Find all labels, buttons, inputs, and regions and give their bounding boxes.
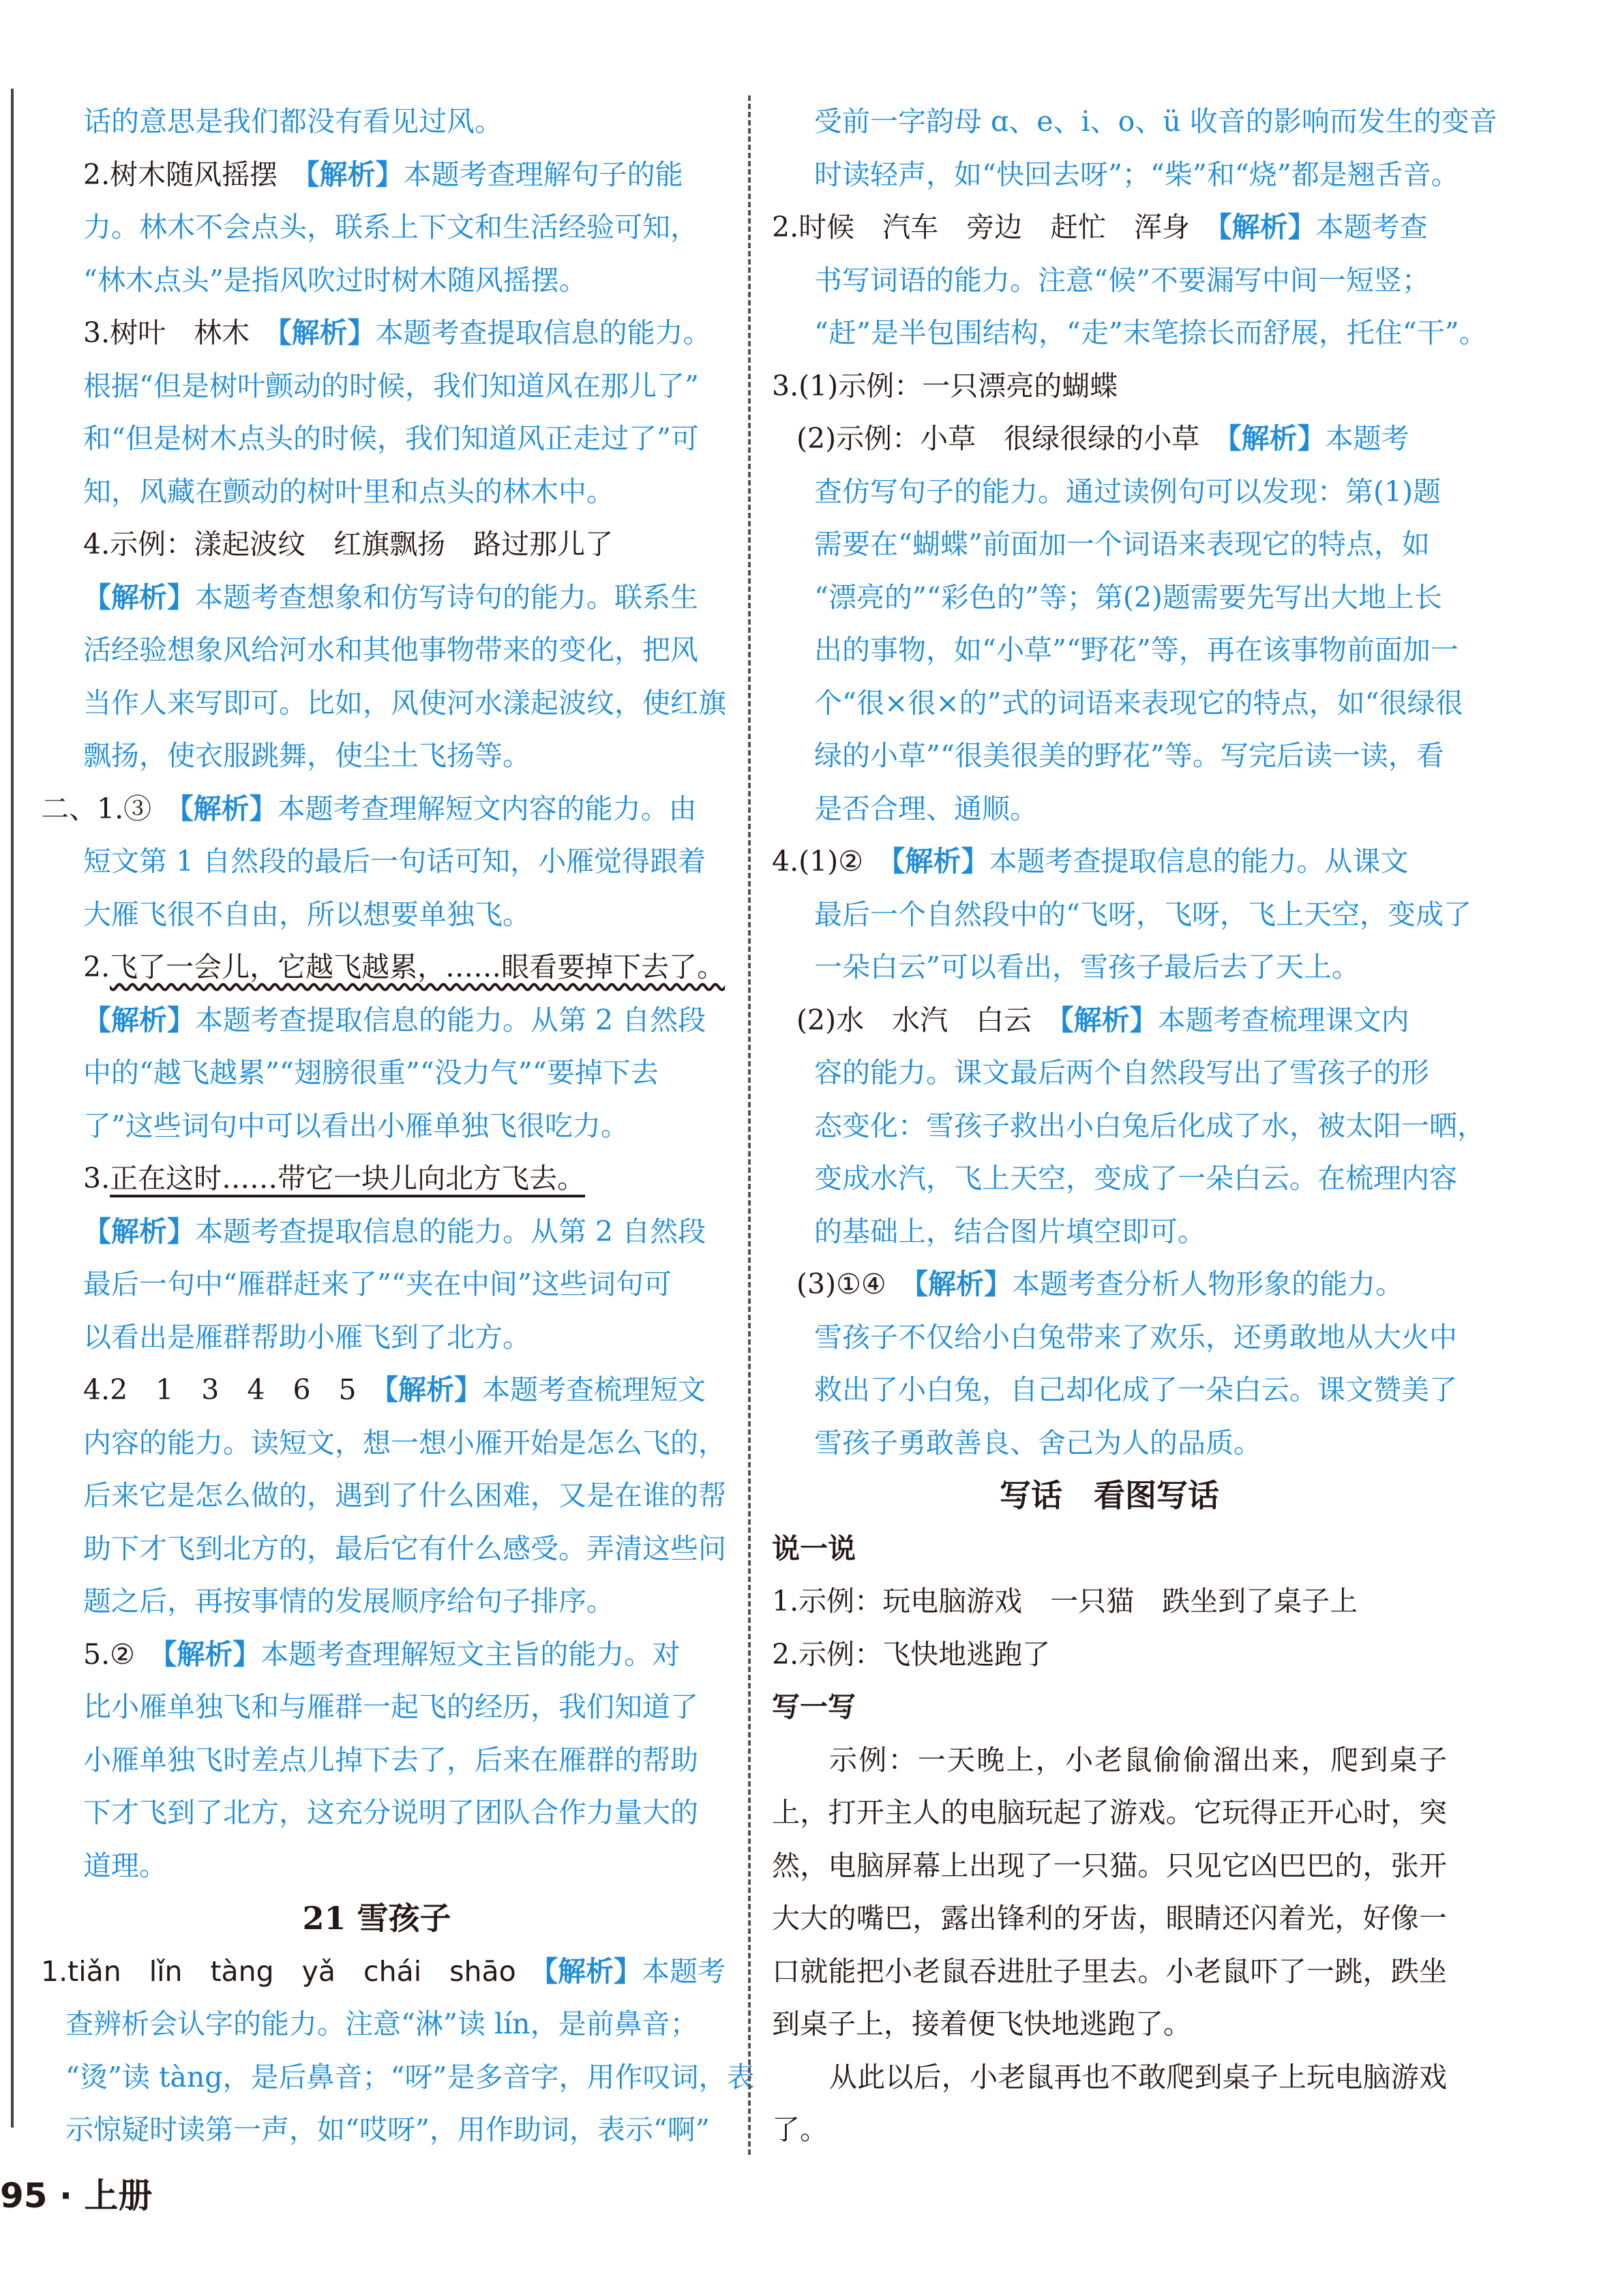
line-text: 本题考查梳理课文内 xyxy=(1157,1003,1409,1037)
left-line xyxy=(41,1734,713,1787)
right-line xyxy=(772,360,1447,413)
left-line xyxy=(41,1892,713,1945)
line-text: 本题考查理解短文内容的能力。由 xyxy=(277,792,697,825)
left-line xyxy=(41,1945,726,1999)
right-line xyxy=(772,1258,1447,1311)
right-line xyxy=(772,201,1447,254)
right-line xyxy=(772,466,1447,519)
line-text: 时读轻声，如“快回去呀”；“柴”和“烧”都是翘舌音。 xyxy=(814,158,1459,191)
line-text: 本题考查梳理短文 xyxy=(482,1373,706,1406)
line-text: 本题考查提取信息的能力。从课文 xyxy=(989,845,1409,878)
analysis-tag: 【解析】 xyxy=(162,1637,261,1671)
line-text: 5.② xyxy=(83,1637,163,1671)
analysis-tag: 【解析】 xyxy=(891,845,989,878)
right-line xyxy=(772,95,1497,149)
line-text: 救出了小白兔，自己却化成了一朵白云。课文赞美了 xyxy=(814,1373,1457,1406)
line-text: 题之后，再按事情的发展顺序给句子排序。 xyxy=(83,1585,614,1617)
left-line xyxy=(41,413,713,466)
essay-paragraph-1: 示例：一天晚上，小老鼠偷偷溜出来，爬到桌子上，打开主人的电脑玩起了游戏。它玩得正开心时，突然，电脑屏幕上出现了一只猫。只见它凶巴巴的，张开大大的嘴巴，露出锋利的牙齿，眼睛还闪着光，好像一口就能把小老鼠吞进肚子里去。小老鼠吓了一跳，跌坐到桌子上，接着便飞快地逃跑了。 xyxy=(772,1743,1447,2040)
line-text: 雪孩子不仅给小白兔带来了欢乐，还勇敢地从大火中 xyxy=(814,1320,1457,1354)
line-text: 是否合理、通顺。 xyxy=(814,792,1038,825)
analysis-tag: 【解析】 xyxy=(278,316,376,349)
line-text: 说一说 xyxy=(772,1532,856,1565)
line-text: 本题考查提取信息的能力。从第 2 自然段 xyxy=(195,1003,706,1037)
line-text: 最后一句中“雁群赶来了”“夹在中间”这些词句可 xyxy=(83,1268,672,1300)
right-line xyxy=(772,783,1447,836)
right-column xyxy=(772,95,1497,2157)
essay-paragraph-2: 从此以后，小老鼠再也不敢爬到桌子上玩电脑游戏了。 xyxy=(772,2060,1447,2146)
right-line xyxy=(772,1100,1485,1153)
line-text: 最后一个自然段中的“飞呀，飞呀，飞上天空，变成了 xyxy=(814,897,1471,931)
line-text: 态变化：雪孩子救出小白兔后化成了水，被太阳一晒， xyxy=(814,1109,1485,1142)
line-text: “林木点头”是指风吹过时树木随风摇摆。 xyxy=(83,263,587,297)
left-line xyxy=(41,466,713,519)
line-text: “烫”读 tàng，是后鼻音；“呀”是多音字，用作叹词，表 xyxy=(65,2060,755,2093)
line-text: “漂亮的”“彩色的”等；第(2)题需要先写出大地上长 xyxy=(814,580,1442,614)
line-text: 21 雪孩子 xyxy=(302,1900,451,1937)
line-text: 示惊疑时读第一声，如“哎呀”，用作助词，表示“啊” xyxy=(65,2113,710,2146)
left-line xyxy=(41,95,713,149)
line-text: 力。林木不会点头，联系上下文和生活经验可知， xyxy=(83,211,698,243)
page-edge-line xyxy=(11,89,14,2128)
left-line xyxy=(41,1787,713,1840)
left-line xyxy=(41,1047,713,1100)
left-line xyxy=(41,1258,713,1311)
line-text: 2.时候 汽车 旁边 赶忙 浑身 xyxy=(772,211,1219,243)
left-line xyxy=(41,571,713,625)
line-text: 活经验想象风给河水和其他事物带来的变化，把风 xyxy=(83,633,698,666)
line-text: 本题考查分析人物形象的能力。 xyxy=(1012,1268,1404,1300)
column-divider xyxy=(748,95,751,2155)
right-line xyxy=(772,1047,1447,1100)
right-line xyxy=(772,307,1487,360)
left-line xyxy=(41,1311,713,1365)
line-text: 受前一字韵母 ɑ、e、i、o、ü 收音的影响而发生的变音 xyxy=(814,105,1497,138)
line-text: 3. xyxy=(83,1162,110,1195)
right-line xyxy=(772,624,1459,677)
line-text: 短文第 1 自然段的最后一句话可知，小雁觉得跟着 xyxy=(83,845,706,878)
line-text: 1.tiǎn lǐn tàng yǎ chái shāo xyxy=(41,1954,544,1988)
right-line xyxy=(772,413,1447,466)
line-text: “赶”是半包围结构，“走”末笔捺长而舒展，托住“干”。 xyxy=(814,316,1487,349)
line-text: 查仿写句子的能力。通过读例句可以发现：第(1)题 xyxy=(814,475,1441,508)
left-column xyxy=(41,95,755,2157)
line-text: 容的能力。课文最后两个自然段写出了雪孩子的形 xyxy=(814,1056,1429,1089)
line-text: 本题考查提取信息的能力。 xyxy=(375,316,711,349)
line-text: 4.2 1 3 4 6 5 xyxy=(83,1373,385,1406)
analysis-tag: 【解析】 xyxy=(305,158,404,191)
analysis-tag: 【解析】 xyxy=(1060,1003,1158,1037)
analysis-tag: 【解析】 xyxy=(543,1954,642,1988)
line-text: 当作人来写即可。比如，风使河水漾起波纹，使红旗 xyxy=(83,686,726,719)
left-line xyxy=(41,1470,726,1523)
right-line xyxy=(772,889,1471,942)
line-text: 二、1.③ xyxy=(41,792,180,825)
left-line xyxy=(41,1364,713,1417)
right-line xyxy=(772,1206,1447,1259)
line-text: 后来它是怎么做的，遇到了什么困难，又是在谁的帮 xyxy=(83,1479,726,1512)
left-line xyxy=(41,1523,726,1576)
line-text: 的基础上，结合图片填空即可。 xyxy=(814,1214,1206,1248)
left-line xyxy=(41,889,713,942)
left-line xyxy=(41,1152,713,1206)
line-text: 3.树叶 林木 xyxy=(83,316,278,349)
line-text: 3.(1)示例：一只漂亮的蝴蝶 xyxy=(772,369,1118,402)
left-line xyxy=(41,518,713,571)
right-line xyxy=(772,1311,1457,1365)
right-line xyxy=(772,1628,1447,1682)
right-line xyxy=(772,1575,1447,1628)
line-text: 正在这时……带它一块儿向北方飞去。 xyxy=(110,1162,586,1195)
left-line xyxy=(41,1628,713,1682)
line-text: 本题考查理解句子的能 xyxy=(403,158,683,191)
right-line xyxy=(772,677,1463,730)
line-text: 雪孩子勇敢善良、舍己为人的品质。 xyxy=(814,1426,1261,1459)
line-text: 小雁单独飞时差点儿掉下去了，后来在雁群的帮助 xyxy=(83,1743,698,1776)
right-column-lines xyxy=(772,95,1497,1734)
line-text: 话的意思是我们都没有看见过风。 xyxy=(83,105,503,138)
left-line xyxy=(41,783,713,836)
left-line xyxy=(41,941,726,994)
analysis-tag: 【解析】 xyxy=(1218,211,1316,243)
line-text: 一朵白云”可以看出，雪孩子最后去了天上。 xyxy=(814,951,1360,983)
analysis-tag: 【解析】 xyxy=(179,792,278,825)
left-line xyxy=(41,2104,713,2157)
line-text: 本题考 xyxy=(1325,422,1409,455)
left-line xyxy=(41,149,713,202)
analysis-tag: 【解析】 xyxy=(83,1003,195,1037)
left-line xyxy=(41,2051,755,2104)
right-line xyxy=(772,254,1447,308)
left-line xyxy=(41,1840,713,1893)
right-line xyxy=(772,1470,1447,1523)
analysis-tag: 【解析】 xyxy=(83,580,195,614)
analysis-tag: 【解析】 xyxy=(83,1214,195,1248)
line-text: 2.树木随风摇摆 xyxy=(83,158,306,191)
line-text: 本题考查理解短文主旨的能力。对 xyxy=(260,1637,681,1671)
line-text: 道理。 xyxy=(83,1849,167,1882)
line-text: 飞了一会儿，它越飞越累，……眼看要掉下去了。 xyxy=(110,951,726,983)
line-text: 助下才飞到北方的，最后它有什么感受。弄清这些问 xyxy=(83,1532,726,1565)
right-line xyxy=(772,994,1447,1047)
left-line xyxy=(41,254,713,308)
line-text: (3)①④ xyxy=(796,1268,914,1300)
line-text: 根据“但是树叶颤动的时候，我们知道风在那儿了” xyxy=(83,369,699,402)
line-text: 变成水汽，飞上天空，变成了一朵白云。在梳理内容 xyxy=(814,1162,1457,1195)
left-line xyxy=(41,1681,713,1734)
left-line xyxy=(41,1575,713,1628)
line-text: 大雁飞很不自由，所以想要单独飞。 xyxy=(83,897,530,931)
analysis-tag: 【解析】 xyxy=(914,1268,1013,1300)
line-text: 比小雁单独飞和与雁群一起飞的经历，我们知道了 xyxy=(83,1690,698,1723)
left-line xyxy=(41,307,713,360)
line-text: 4.(1)② xyxy=(772,845,891,878)
left-line xyxy=(41,1100,713,1153)
right-line xyxy=(772,1364,1457,1417)
right-line xyxy=(772,1417,1447,1470)
left-line xyxy=(41,730,713,783)
line-text: 写话 看图写话 xyxy=(1000,1477,1219,1514)
left-line xyxy=(41,1417,726,1470)
line-text: 下才飞到了北方，这充分说明了团队合作力量大的 xyxy=(83,1796,698,1829)
line-text: 绿的小草”“很美很美的野花”等。写完后读一读，看 xyxy=(814,739,1444,772)
left-line xyxy=(41,1206,713,1259)
line-text: 飘扬，使衣服跳舞，使尘土飞扬等。 xyxy=(83,739,530,772)
right-line xyxy=(772,149,1459,202)
line-text: (2)示例：小草 很绿很绿的小草 xyxy=(796,422,1228,455)
left-line xyxy=(41,624,713,677)
right-line xyxy=(772,518,1447,571)
right-line xyxy=(772,835,1447,889)
analysis-tag: 【解析】 xyxy=(1227,422,1326,455)
right-line xyxy=(772,941,1447,994)
line-text: 需要在“蝴蝶”前面加一个词语来表现它的特点，如 xyxy=(814,528,1430,561)
line-text: 本题考查想象和仿写诗句的能力。联系生 xyxy=(195,580,698,614)
right-line xyxy=(772,730,1447,783)
left-line xyxy=(41,677,726,730)
right-line xyxy=(772,571,1447,625)
left-line xyxy=(41,1998,713,2051)
line-text: 本题考 xyxy=(642,1954,726,1988)
line-text: 以看出是雁群帮助小雁飞到了北方。 xyxy=(83,1320,530,1354)
line-text: 中的“越飞越累”“翅膀很重”“没力气”“要掉下去 xyxy=(83,1056,659,1089)
line-text: 写一写 xyxy=(772,1690,856,1723)
line-text: 书写词语的能力。注意“候”不要漏写中间一短竖； xyxy=(814,263,1430,297)
line-text: (2)水 水汽 白云 xyxy=(796,1003,1060,1037)
line-text: 和“但是树木点头的时候，我们知道风正走过了”可 xyxy=(83,422,699,455)
line-text: 出的事物，如“小草”“野花”等，再在该事物前面加一 xyxy=(814,633,1459,666)
analysis-tag: 【解析】 xyxy=(384,1373,483,1406)
line-text: 2. xyxy=(83,951,110,983)
line-text: 2.示例：飞快地逃跑了 xyxy=(772,1637,1051,1671)
line-text: 内容的能力。读短文，想一想小雁开始是怎么飞的， xyxy=(83,1426,726,1459)
right-line xyxy=(772,1152,1457,1206)
line-text: 4.示例：漾起波纹 红旗飘扬 路过那儿了 xyxy=(83,528,614,561)
line-text: 知，风藏在颤动的树叶里和点头的林木中。 xyxy=(83,475,614,508)
line-text: 个“很×很×的”式的词语来表现它的特点，如“很绿很 xyxy=(814,686,1463,719)
left-line xyxy=(41,360,713,413)
line-text: 1.示例：玩电脑游戏 一只猫 跌坐到了桌子上 xyxy=(772,1585,1358,1617)
left-line xyxy=(41,201,713,254)
right-line xyxy=(772,1523,1447,1576)
left-line xyxy=(41,994,713,1047)
right-line xyxy=(772,1681,1447,1734)
line-text: 本题考查提取信息的能力。从第 2 自然段 xyxy=(195,1214,706,1248)
line-text: 查辨析会认字的能力。注意“淋”读 lín，是前鼻音； xyxy=(65,2008,698,2040)
page-footer: 95 · 上册 xyxy=(0,2176,153,2216)
left-line xyxy=(41,835,713,889)
line-text: 了”这些词句中可以看出小雁单独飞很吃力。 xyxy=(83,1109,629,1142)
line-text: 本题考查 xyxy=(1315,211,1428,243)
